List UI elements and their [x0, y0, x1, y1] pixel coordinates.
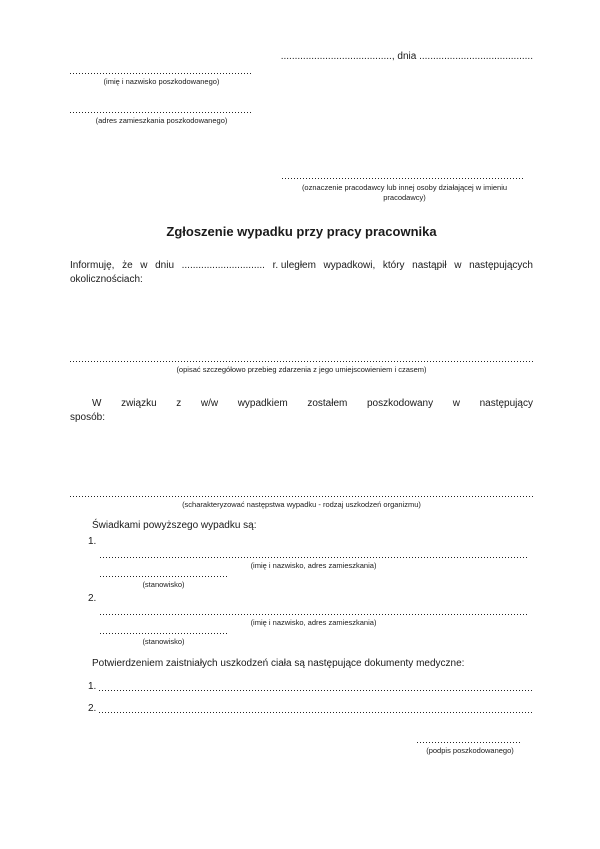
witness-name-caption: (imię i nazwisko, adres zamieszkania) [250, 561, 377, 570]
date-line: ........................................, dnia ......................................... [280, 51, 533, 62]
medical-doc-line [99, 690, 533, 691]
witness-number: 1. [88, 536, 97, 547]
employer-line [282, 178, 525, 179]
employer-caption: (oznaczenie pracodawcy lub innej osoby działającej w imieniu pracodawcy) [301, 183, 508, 202]
signature-caption: (podpis poszkodowanego) [426, 746, 514, 755]
form-title: Zgłoszenie wypadku przy pracy pracownika [166, 224, 437, 239]
intro-paragraph-line2: okolicznościach: [70, 274, 143, 285]
incident-description-line [70, 361, 533, 362]
victim-address-line [70, 112, 253, 113]
intro-paragraph [70, 259, 533, 287]
medical-doc-row [88, 703, 533, 715]
signature-line [417, 742, 522, 743]
injury-paragraph-line2: sposób: [70, 412, 106, 423]
incident-description-caption: (opisać szczegółowo przebieg zdarzenia z jego umiejscowieniem i czasem) [176, 365, 427, 374]
witness-position-line [100, 633, 227, 634]
injury-consequences-line [70, 496, 533, 497]
injury-consequences-caption: (scharakteryzować następstwa wypadku - rodzaj uszkodzeń organizmu) [182, 500, 421, 509]
medical-doc-row [88, 681, 533, 693]
witness-position-caption: (stanowisko) [142, 580, 185, 589]
victim-name-line [70, 73, 253, 74]
intro-paragraph-line1: Informuję, że w dniu .............................. r. uległem wypadkowi, który nastąpił w następujących [70, 260, 533, 271]
witness-name-line [100, 557, 527, 558]
medical-docs-heading: Potwierdzeniem zaistniałych uszkodzeń ciała są następujące dokumenty medyczne: [92, 658, 465, 669]
medical-doc-number: 1. [88, 681, 97, 692]
witness-name-caption: (imię i nazwisko, adres zamieszkania) [250, 618, 377, 627]
injury-paragraph-line1: W związku z w/w wypadkiem zostałem poszkodowany w następujący [92, 398, 533, 409]
injury-paragraph [70, 397, 533, 425]
medical-doc-number: 2. [88, 703, 97, 714]
witnesses-heading: Świadkami powyższego wypadku są: [92, 520, 257, 531]
witness-number: 2. [88, 593, 97, 604]
witness-name-line [100, 614, 527, 615]
medical-doc-line [99, 712, 533, 713]
victim-address-caption: (adres zamieszkania poszkodowanego) [95, 116, 228, 125]
witness-position-caption: (stanowisko) [142, 637, 185, 646]
victim-name-caption: (imię i nazwisko poszkodowanego) [103, 77, 220, 86]
witness-position-line [100, 576, 227, 577]
